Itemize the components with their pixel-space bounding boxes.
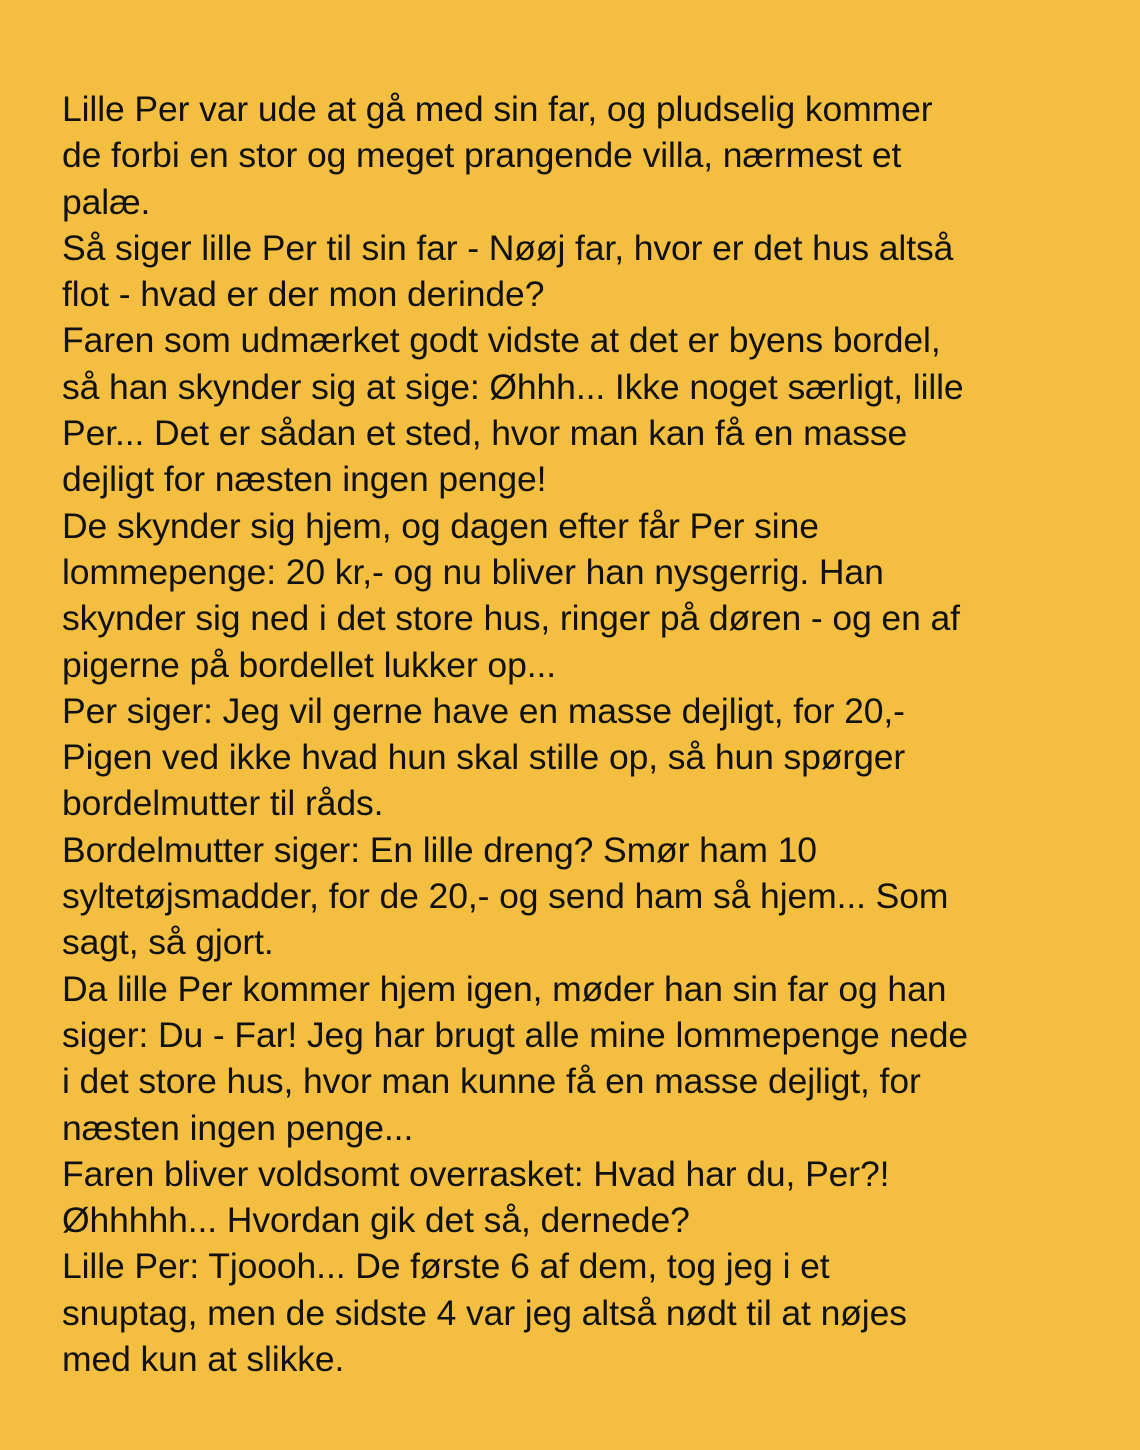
text-line: skynder sig ned i det store hus, ringer på døren - og en af xyxy=(62,598,960,639)
text-line: siger: Du - Far! Jeg har brugt alle mine lommepenge nede xyxy=(62,1014,969,1055)
text-line: lommepenge: 20 kr,- og nu bliver han nysgerrig. Han xyxy=(62,551,884,592)
text-line: Da lille Per kommer hjem igen, møder han sin far og han xyxy=(62,968,947,1009)
text-line: syltetøjsmadder, for de 20,- og send ham så hjem... Som xyxy=(62,876,949,917)
joke-text xyxy=(62,86,1100,1382)
text-line: dejligt for næsten ingen penge! xyxy=(62,459,547,500)
text-line: Pigen ved ikke hvad hun skal stille op, så hun spørger xyxy=(62,737,906,778)
text-line: med kun at slikke. xyxy=(62,1339,345,1380)
text-line: De skynder sig hjem, og dagen efter får Per sine xyxy=(62,505,819,546)
text-line: Per... Det er sådan et sted, hvor man kan få en masse xyxy=(62,413,908,454)
text-line: Bordelmutter siger: En lille dreng? Smør ham 10 xyxy=(62,829,817,870)
text-line: flot - hvad er der mon derinde? xyxy=(62,274,545,315)
text-line: Faren bliver voldsomt overrasket: Hvad har du, Per?! xyxy=(62,1153,890,1194)
text-line: i det store hus, hvor man kunne få en masse dejligt, for xyxy=(62,1061,921,1102)
text-line: palæ. xyxy=(62,181,151,222)
text-line: sagt, så gjort. xyxy=(62,922,274,963)
text-line: bordelmutter til råds. xyxy=(62,783,384,824)
text-line: Lille Per: Tjoooh... De første 6 af dem, tog jeg i et xyxy=(62,1246,830,1287)
text-line: næsten ingen penge... xyxy=(62,1107,414,1148)
text-line: Per siger: Jeg vil gerne have en masse dejligt, for 20,- xyxy=(62,690,905,731)
text-line: pigerne på bordellet lukker op... xyxy=(62,644,557,685)
text-line: Øhhhhh... Hvordan gik det så, dernede? xyxy=(62,1200,690,1241)
text-line: de forbi en stor og meget prangende villa, nærmest et xyxy=(62,135,902,176)
text-line: Lille Per var ude at gå med sin far, og pludselig kommer xyxy=(62,89,933,129)
text-line: så han skynder sig at sige: Øhhh... Ikke noget særligt, lille xyxy=(62,366,964,407)
text-line: snuptag, men de sidste 4 var jeg altså nødt til at nøjes xyxy=(62,1292,907,1333)
text-line: Faren som udmærket godt vidste at det er byens bordel, xyxy=(62,320,941,361)
text-line: Så siger lille Per til sin far - Nøøj far, hvor er det hus altså xyxy=(62,227,954,268)
